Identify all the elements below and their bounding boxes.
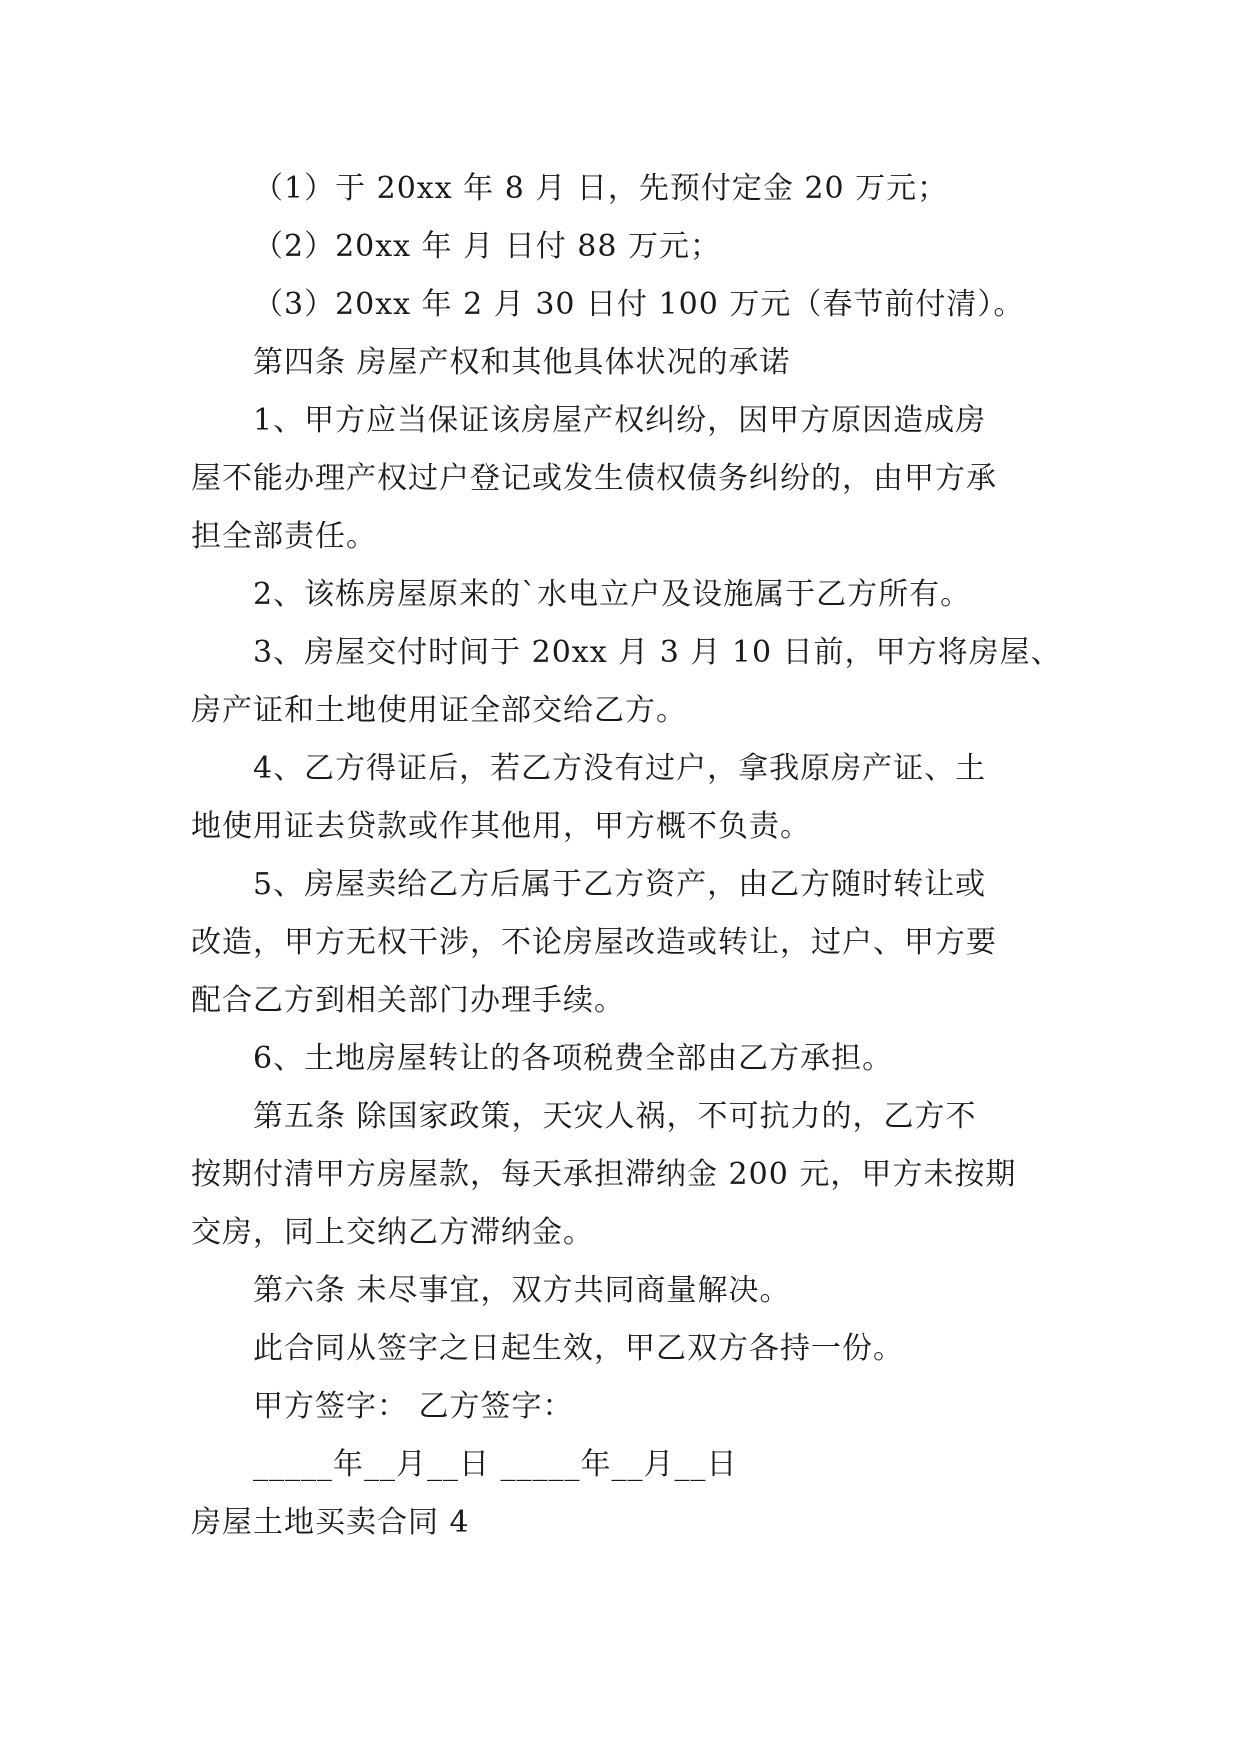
paragraph-line: 交房，同上交纳乙方滞纳金。: [191, 1215, 594, 1250]
paragraph-line: 配合乙方到相关部门办理手续。: [191, 983, 625, 1018]
paragraph-line: 6、土地房屋转让的各项税费全部由乙方承担。: [253, 1041, 894, 1076]
paragraph-line: 此合同从签字之日起生效，甲乙双方各持一份。: [253, 1331, 904, 1366]
paragraph-line: （1）于 20xx 年 8 月 日，先预付定金 20 万元；: [253, 171, 949, 206]
paragraph-line: （3）20xx 年 2 月 30 日付 100 万元（春节前付清）。: [253, 287, 1025, 322]
paragraph-line: 地使用证去贷款或作其他用，甲方概不负责。: [191, 809, 811, 844]
paragraph-line: 5、房屋卖给乙方后属于乙方资产，由乙方随时转让或: [253, 867, 987, 902]
paragraph-line: 房产证和土地使用证全部交给乙方。: [191, 693, 687, 728]
paragraph-line: （2）20xx 年 月 日付 88 万元；: [253, 229, 721, 264]
article-heading: 第四条 房屋产权和其他具体状况的承诺: [253, 345, 791, 380]
paragraph-line: 1、甲方应当保证该房屋产权纠纷，因甲方原因造成房: [253, 403, 987, 438]
paragraph-line: 2、该栋房屋原来的`水电立户及设施属于乙方所有。: [253, 577, 972, 612]
paragraph-line: 担全部责任。: [191, 519, 377, 554]
next-contract-title: 房屋土地买卖合同 4: [191, 1505, 470, 1540]
paragraph-line: 3、房屋交付时间于 20xx 月 3 月 10 日前，甲方将房屋、: [253, 635, 1062, 670]
paragraph-line: 屋不能办理产权过户登记或发生债权债务纠纷的，由甲方承: [191, 461, 997, 496]
article-heading: 第六条 未尽事宜，双方共同商量解决。: [253, 1273, 791, 1308]
paragraph-line: 按期付清甲方房屋款，每天承担滞纳金 200 元，甲方未按期: [191, 1157, 1017, 1192]
document-body: [191, 160, 1071, 1552]
article-heading: 第五条 除国家政策，天灾人祸，不可抗力的，乙方不: [253, 1099, 977, 1134]
paragraph-line: 4、乙方得证后，若乙方没有过户，拿我原房产证、土: [253, 751, 987, 786]
signature-line: 甲方签字： 乙方签字：: [253, 1389, 574, 1424]
date-line: _____年__月__日 _____年__月__日: [253, 1447, 738, 1482]
paragraph-line: 改造，甲方无权干涉，不论房屋改造或转让，过户、甲方要: [191, 925, 997, 960]
